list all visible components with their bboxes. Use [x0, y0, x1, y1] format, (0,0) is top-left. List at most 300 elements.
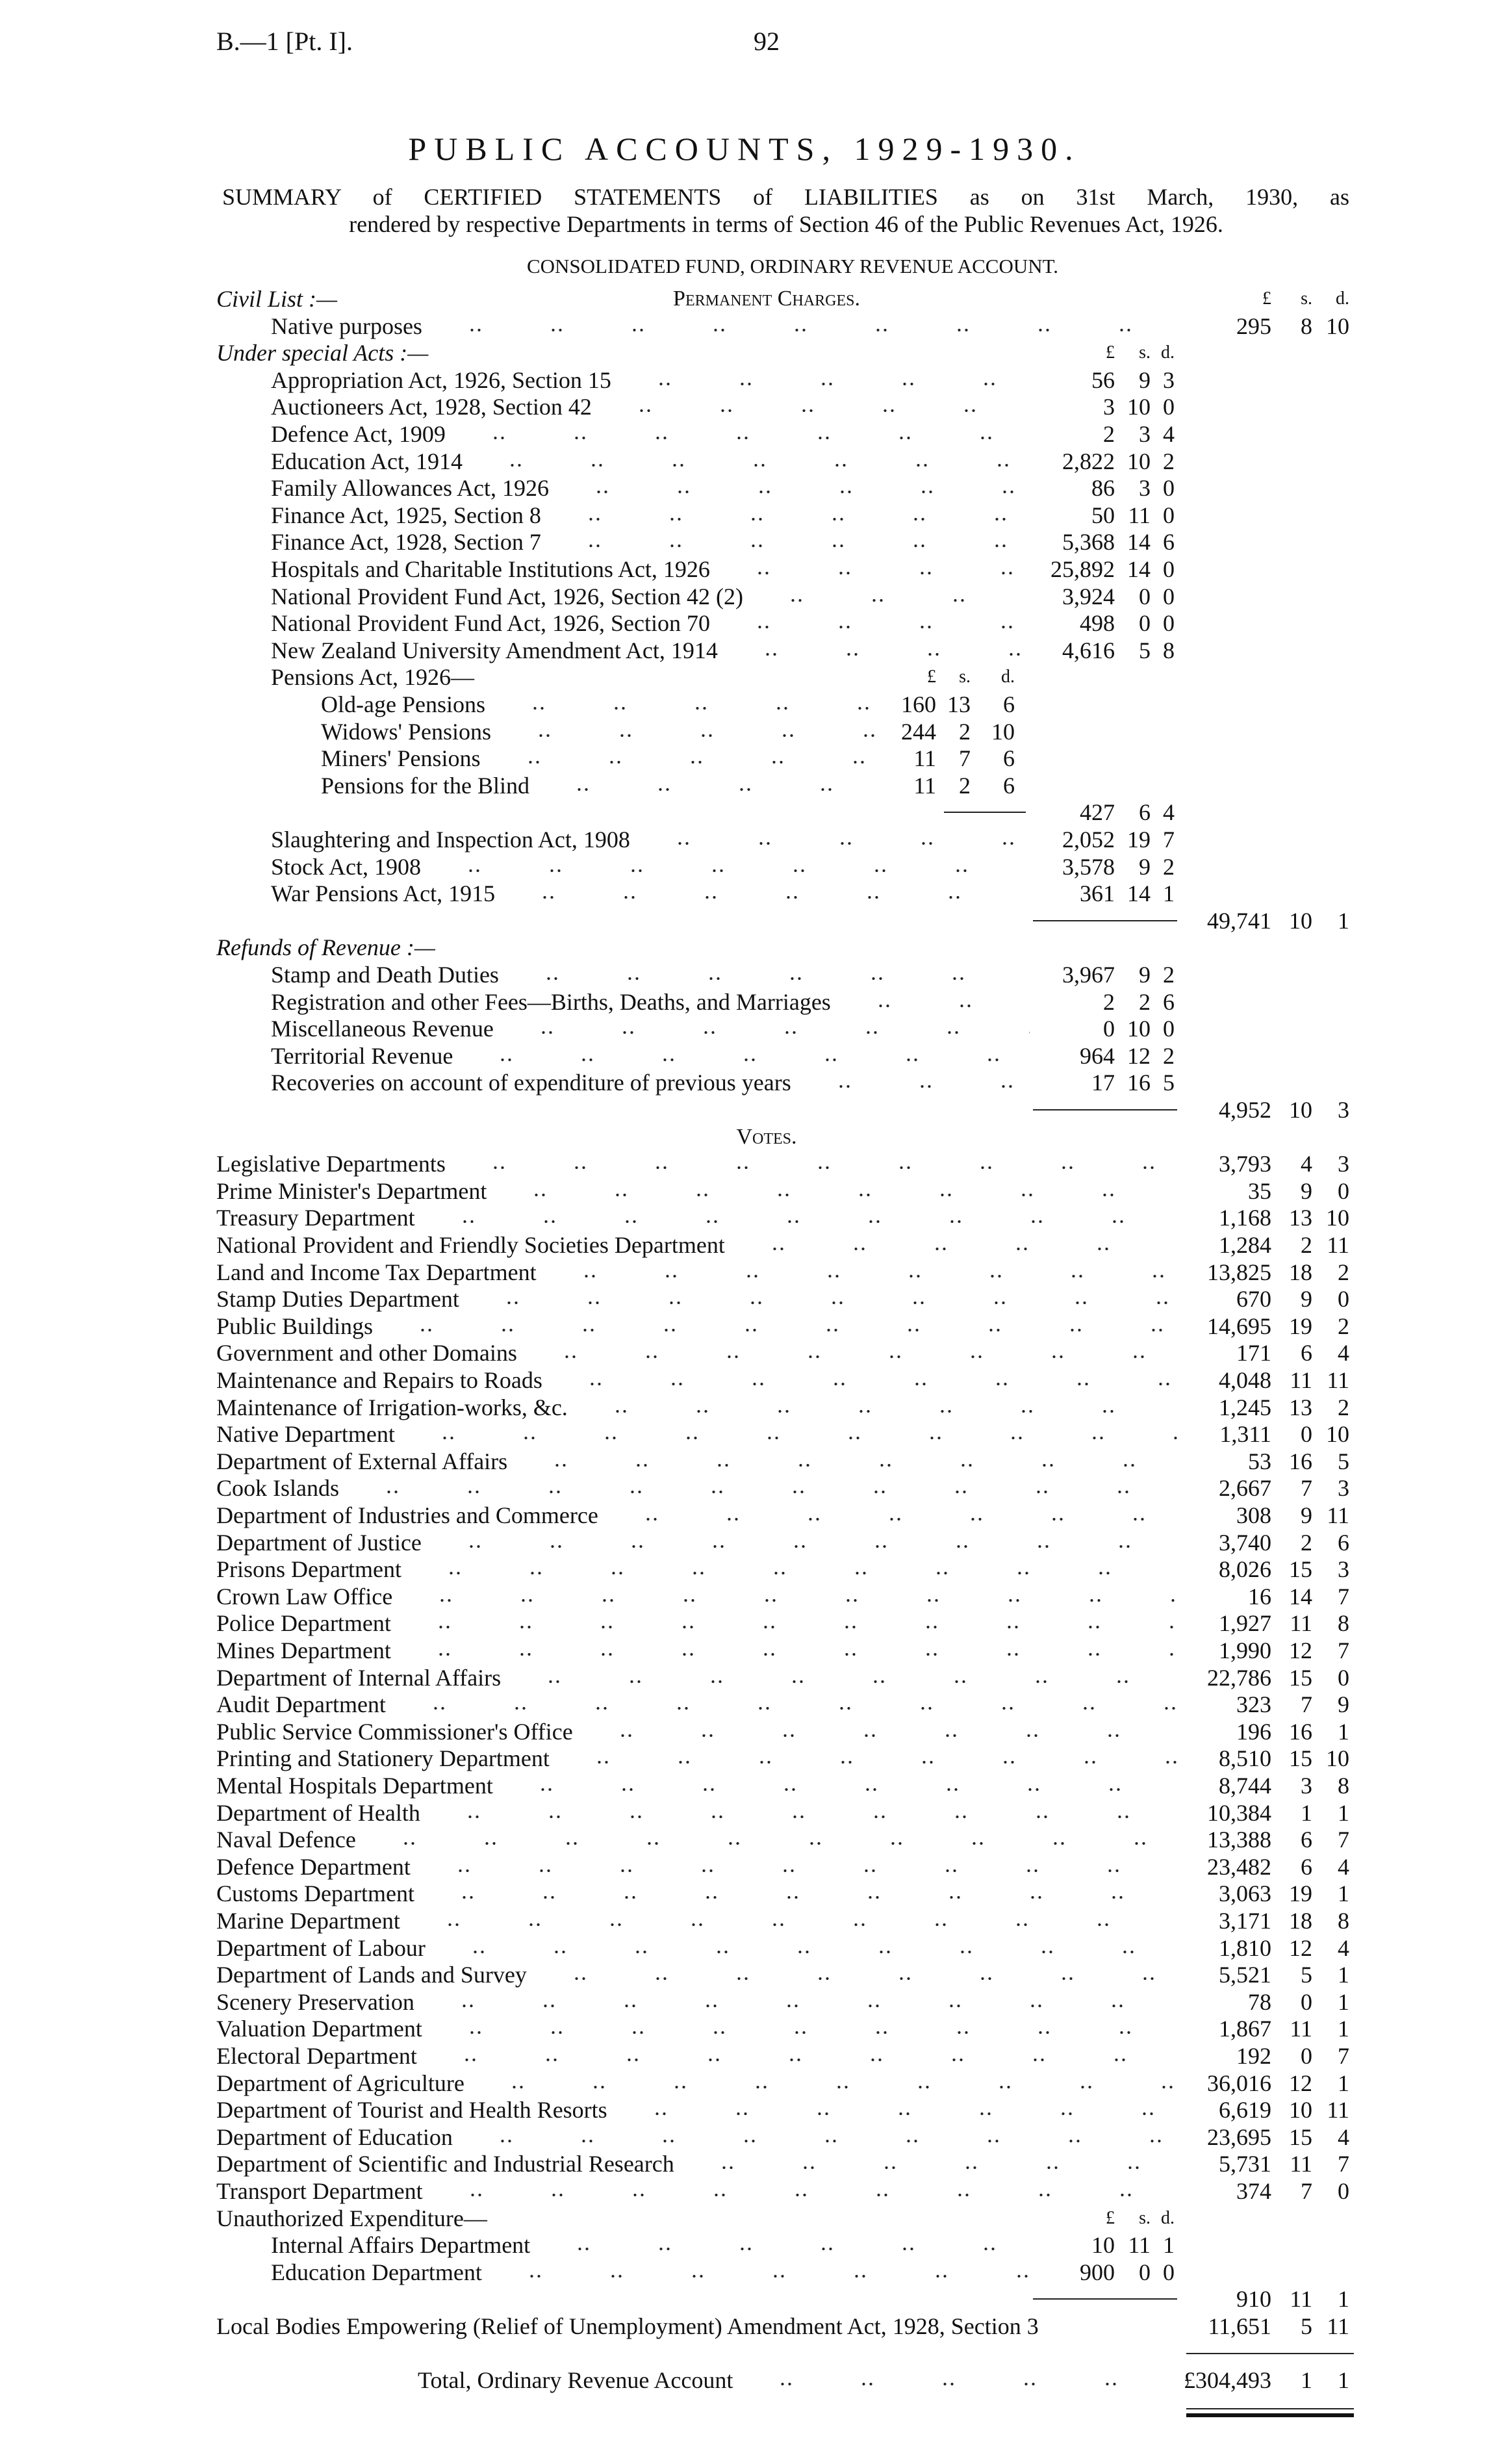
- amount-shillings: 16: [1289, 1718, 1312, 1745]
- subtotal-rule: [1033, 1109, 1177, 1110]
- column-header-shillings: s.: [959, 667, 971, 687]
- dot-leader: [382, 1313, 1177, 1340]
- amount-shillings: 11: [1290, 1610, 1312, 1637]
- row-label-group: [216, 2015, 1177, 2042]
- dot-leader: [526, 1339, 1177, 1367]
- amount-pounds: 3: [1103, 394, 1115, 420]
- amount-shillings: 3: [1301, 1773, 1312, 1799]
- amount-pounds: 171: [1236, 1340, 1271, 1367]
- amount-pounds: 10,384: [1207, 1799, 1271, 1826]
- subtotal-rule: [1033, 2298, 1177, 2300]
- table-row: [0, 610, 1489, 637]
- row-label-group: [216, 1529, 1177, 1556]
- dot-leader: [409, 1907, 1177, 1934]
- dot-leader: [435, 1934, 1177, 1962]
- amount-pounds: 1,927: [1219, 1610, 1271, 1637]
- dot-leader: [430, 853, 1030, 880]
- amount-shillings: 15: [1289, 2124, 1312, 2150]
- row-label: Valuation Department: [216, 2016, 422, 2042]
- amount-pence: 11: [1327, 2097, 1349, 2124]
- row-label: Recoveries on account of expenditure of previous years: [271, 1070, 791, 1096]
- column-header-pence: d.: [1161, 342, 1175, 363]
- row-label: Department of Lands and Survey: [216, 1962, 527, 1988]
- table-row: [0, 1988, 1489, 2016]
- row-label-group: [216, 1204, 1177, 1231]
- amount-pounds: 3,740: [1219, 1529, 1271, 1556]
- amount-shillings: 1: [1301, 2367, 1312, 2394]
- amount-pence: 0: [1163, 394, 1175, 420]
- amount-pounds: 670: [1236, 1286, 1271, 1313]
- row-label: Government and other Domains: [216, 1340, 517, 1367]
- row-label: National Provident Fund Act, 1926, Section 42 (2): [271, 583, 743, 610]
- amount-shillings: 1: [1301, 1799, 1312, 1826]
- row-label: Crown Law Office: [216, 1583, 393, 1610]
- table-row: [0, 1069, 1489, 1096]
- total-label: Total, Ordinary Revenue Account: [418, 2367, 733, 2394]
- row-label-group: [321, 745, 884, 772]
- dot-leader: [401, 1583, 1177, 1610]
- row-label-group: [216, 2096, 1177, 2124]
- amount-pence: 7: [1338, 1583, 1349, 1610]
- amount-pence: 7: [1163, 827, 1175, 853]
- row-label: Prisons Department: [216, 1556, 401, 1583]
- amount-pence: 10: [1326, 1745, 1349, 1772]
- table-row: [0, 745, 1489, 772]
- row-label: Defence Act, 1909: [271, 421, 446, 447]
- amount-pounds: 16: [1248, 1583, 1271, 1610]
- dot-leader: [474, 2070, 1177, 2097]
- document-reference: B.—1 [Pt. I].: [216, 27, 353, 56]
- dot-leader: [558, 474, 1030, 502]
- row-label-group: [216, 1313, 1177, 1340]
- row-label-group: [216, 1772, 1177, 1799]
- row-label-group: [216, 1907, 1177, 1934]
- row-label-group: [271, 2231, 1030, 2259]
- amount-shillings: 11: [1290, 2016, 1312, 2042]
- table-row: [0, 1420, 1489, 1448]
- amount-pounds: 11: [913, 745, 936, 772]
- amount-pounds: 11: [913, 772, 936, 799]
- amount-shillings: 7: [1301, 1691, 1312, 1718]
- row-label-group: [216, 1610, 1177, 1637]
- row-label: Department of Industries and Commerce: [216, 1502, 598, 1528]
- table-row: [0, 772, 1489, 799]
- row-label: Audit Department: [216, 1691, 386, 1718]
- amount-pence: 4: [1338, 1340, 1349, 1367]
- table-row: [0, 1015, 1489, 1042]
- amount-pounds: 160: [901, 691, 936, 717]
- amount-pounds: 10: [1091, 2232, 1115, 2259]
- total-double-rule-thick: [1186, 2413, 1354, 2417]
- row-label-group: [216, 1259, 1177, 1286]
- column-header-pence: d.: [1336, 289, 1349, 309]
- amount-pence: 1: [1338, 1988, 1349, 2015]
- amount-shillings: 10: [1289, 907, 1312, 934]
- dot-leader: [472, 448, 1030, 475]
- row-label: Territorial Revenue: [271, 1042, 453, 1069]
- row-label-group: [321, 718, 884, 745]
- table-row: [0, 1745, 1489, 1772]
- amount-pounds: £304,493: [1184, 2367, 1271, 2394]
- row-label-group: [216, 1448, 1177, 1475]
- dot-leader: [516, 1448, 1177, 1475]
- row-label-group: [321, 691, 884, 718]
- table-row: [0, 1637, 1489, 1664]
- dot-leader: [683, 2150, 1177, 2177]
- amount-pence: 6: [1163, 988, 1175, 1015]
- row-label-group: [271, 420, 1030, 448]
- amount-shillings: 16: [1289, 1448, 1312, 1474]
- amount-pence: 8: [1163, 637, 1175, 663]
- table-row: [0, 1610, 1489, 1637]
- amount-pence: 1: [1163, 2232, 1175, 2259]
- table-row: [0, 2015, 1489, 2042]
- table-row: [0, 1691, 1489, 1718]
- row-label-group: [216, 2042, 1177, 2070]
- amount-shillings: 19: [1289, 1313, 1312, 1339]
- amount-pence: 0: [1163, 1016, 1175, 1042]
- dot-leader: [742, 2367, 1177, 2394]
- row-label-group: [216, 1231, 1177, 1259]
- column-header-pence: d.: [1161, 2207, 1175, 2228]
- table-row: [0, 2096, 1489, 2124]
- table-row: [0, 2285, 1489, 2313]
- amount-pence: 2: [1163, 448, 1175, 474]
- amount-pounds: 1,810: [1219, 1934, 1271, 1961]
- amount-shillings: 8: [1301, 313, 1312, 339]
- amount-pence: 1: [1338, 1799, 1349, 1826]
- row-label: Miners' Pensions: [321, 745, 481, 772]
- row-label: Stamp and Death Duties: [271, 962, 499, 988]
- row-label: Public Service Commissioner's Office: [216, 1718, 573, 1745]
- row-label-group: [216, 2150, 1177, 2177]
- dot-leader: [504, 880, 1030, 907]
- amount-pence: 4: [1163, 799, 1175, 826]
- dot-leader: [539, 772, 884, 799]
- row-label-group: [216, 1664, 1177, 1691]
- row-label: Department of Health: [216, 1799, 420, 1826]
- amount-pounds: 2,667: [1219, 1475, 1271, 1502]
- amount-shillings: 10: [1127, 394, 1151, 420]
- row-label-group: [271, 474, 1030, 502]
- amount-pounds: 2,822: [1062, 448, 1115, 474]
- row-label-group: [271, 556, 1030, 583]
- amount-pounds: 23,482: [1207, 1853, 1271, 1880]
- table-row: [0, 663, 1489, 691]
- row-label: Registration and other Fees—Births, Deaths, and Marriages: [271, 988, 831, 1015]
- amount-pence: 1: [1338, 1718, 1349, 1745]
- row-label: Widows' Pensions: [321, 718, 492, 745]
- dot-leader: [550, 528, 1030, 556]
- row-label-group: [271, 663, 474, 691]
- amount-pence: 10: [1326, 1205, 1349, 1231]
- dot-leader: [404, 1420, 1177, 1448]
- amount-pence: 1: [1338, 1962, 1349, 1988]
- amount-pounds: 6,619: [1219, 2097, 1271, 2124]
- amount-pence: 4: [1163, 421, 1175, 447]
- amount-pounds: 4,952: [1219, 1097, 1271, 1123]
- amount-pence: 0: [1163, 502, 1175, 528]
- row-label: Defence Department: [216, 1853, 411, 1880]
- table-row: [0, 826, 1489, 853]
- amount-pounds: 308: [1236, 1502, 1271, 1528]
- amount-pounds: 2,052: [1062, 827, 1115, 853]
- row-label-group: [216, 1474, 1177, 1502]
- table-row: [0, 1150, 1489, 1177]
- amount-shillings: 3: [1139, 475, 1151, 502]
- table-row: [0, 799, 1489, 826]
- amount-shillings: 11: [1290, 1367, 1312, 1393]
- row-label: Stamp Duties Department: [216, 1286, 459, 1313]
- amount-shillings: 10: [1127, 448, 1151, 474]
- amount-pounds: 23,695: [1207, 2124, 1271, 2150]
- amount-pounds: 3,171: [1219, 1908, 1271, 1934]
- table-row: [0, 2367, 1489, 2394]
- amount-shillings: 9: [1139, 853, 1151, 880]
- row-label-group: [271, 1042, 1030, 1070]
- amount-pence: 8: [1338, 1908, 1349, 1934]
- amount-pounds: 11,651: [1208, 2313, 1271, 2339]
- dot-leader: [496, 1177, 1177, 1205]
- summary-line-1: SUMMARY of CERTIFIED STATEMENTS of LIABILITIES as on 31st March, 1930, as: [222, 184, 1349, 210]
- row-label-group: [216, 1718, 1177, 1745]
- row-label-group: [216, 2070, 1177, 2097]
- row-label: Prime Minister's Department: [216, 1177, 487, 1204]
- amount-pounds: 1,311: [1219, 1421, 1271, 1448]
- amount-pence: 6: [1338, 1529, 1349, 1556]
- amount-pence: 0: [1163, 2259, 1175, 2285]
- column-header-pounds: £: [1262, 289, 1271, 309]
- row-label: Old-age Pensions: [321, 691, 485, 717]
- amount-pence: 3: [1338, 1097, 1349, 1123]
- dot-leader: [550, 502, 1030, 529]
- row-label: Department of Agriculture: [216, 2070, 465, 2096]
- dot-leader: [429, 1799, 1177, 1827]
- row-label-group: [271, 583, 1030, 610]
- amount-pounds: 14,695: [1207, 1313, 1271, 1339]
- row-label-group: [216, 1502, 1177, 1529]
- table-row: [0, 1502, 1489, 1529]
- dot-leader: [800, 1069, 1030, 1096]
- row-label-group: [216, 285, 337, 313]
- dot-leader: [539, 2231, 1030, 2259]
- amount-shillings: 18: [1289, 1259, 1312, 1285]
- amount-pence: 1: [1338, 2367, 1349, 2394]
- amount-shillings: 9: [1301, 1177, 1312, 1204]
- table-row: [0, 961, 1489, 988]
- table-row: [0, 1799, 1489, 1827]
- amount-shillings: 12: [1289, 1637, 1312, 1663]
- amount-pence: 1: [1338, 2070, 1349, 2096]
- amount-pounds: 3,924: [1062, 583, 1115, 610]
- amount-pounds: 427: [1080, 799, 1115, 826]
- table-row: [0, 1259, 1489, 1286]
- amount-shillings: 9: [1301, 1502, 1312, 1528]
- amount-pounds: 8,510: [1219, 1745, 1271, 1772]
- dot-leader: [400, 1610, 1177, 1637]
- amount-pence: 0: [1338, 1177, 1349, 1204]
- amount-pence: 4: [1338, 2124, 1349, 2150]
- row-label: Native Department: [216, 1421, 395, 1448]
- dot-leader: [546, 1259, 1177, 1286]
- row-label: Public Buildings: [216, 1313, 374, 1339]
- row-label-group: [216, 1934, 1177, 1962]
- table-row: [0, 285, 1489, 313]
- row-label-group: [216, 2177, 1177, 2205]
- amount-shillings: 6: [1301, 1853, 1312, 1880]
- column-header-pence: d.: [1001, 667, 1015, 687]
- amount-shillings: 5: [1139, 637, 1151, 663]
- amount-pence: 5: [1338, 1448, 1349, 1474]
- section-heading: Permanent Charges.: [673, 287, 860, 311]
- amount-pence: 0: [1338, 1286, 1349, 1313]
- dot-leader: [840, 988, 1030, 1016]
- table-row: [0, 1123, 1489, 1151]
- amount-shillings: 12: [1127, 1042, 1151, 1069]
- table-row: [0, 1474, 1489, 1502]
- dot-leader: [432, 2177, 1177, 2205]
- row-label: Native purposes: [271, 313, 422, 339]
- row-label: Auctioneers Act, 1928, Section 42: [271, 394, 592, 420]
- amount-pounds: 8,744: [1219, 1773, 1271, 1799]
- table-row: [0, 528, 1489, 556]
- table-row: [0, 1367, 1489, 1394]
- dot-leader: [462, 2124, 1177, 2151]
- section-heading: Votes.: [736, 1124, 797, 1149]
- row-label: Under special Acts :—: [216, 340, 429, 366]
- amount-pounds: 1,867: [1219, 2016, 1271, 2042]
- dot-leader: [431, 2015, 1177, 2042]
- row-label-group: [216, 1583, 1177, 1610]
- row-label: Treasury Department: [216, 1205, 415, 1231]
- amount-pounds: 1,168: [1219, 1205, 1271, 1231]
- amount-pounds: 910: [1236, 2286, 1271, 2313]
- amount-pounds: 964: [1080, 1042, 1115, 1069]
- amount-pence: 6: [1003, 772, 1015, 799]
- amount-pence: 0: [1338, 1664, 1349, 1691]
- amount-shillings: 2: [959, 772, 971, 799]
- amount-pounds: 4,048: [1219, 1367, 1271, 1393]
- table-row: [0, 1096, 1489, 1123]
- amount-shillings: 18: [1289, 1908, 1312, 1934]
- amount-shillings: 10: [1289, 2097, 1312, 2124]
- amount-shillings: 0: [1139, 2259, 1151, 2285]
- dot-leader: [503, 1015, 1030, 1042]
- table-row: [0, 2340, 1489, 2367]
- amount-shillings: 5: [1301, 2313, 1312, 2339]
- amount-shillings: 9: [1139, 366, 1151, 393]
- row-label-group: [271, 853, 1030, 880]
- column-header-shillings: s.: [1139, 2207, 1151, 2228]
- row-label: Land and Income Tax Department: [216, 1259, 537, 1285]
- amount-pounds: 2: [1103, 421, 1115, 447]
- amount-pounds: 86: [1091, 475, 1115, 502]
- amount-pence: 0: [1163, 475, 1175, 502]
- table-row: [0, 448, 1489, 475]
- table-row: [0, 691, 1489, 718]
- amount-pounds: 13,388: [1207, 1827, 1271, 1853]
- amount-pence: 1: [1338, 1880, 1349, 1907]
- page-number: 92: [754, 27, 780, 56]
- amount-pounds: 53: [1248, 1448, 1271, 1474]
- row-label: Pensions for the Blind: [321, 772, 529, 799]
- row-label: Refunds of Revenue :—: [216, 934, 435, 961]
- amount-shillings: 4: [1301, 1151, 1312, 1177]
- amount-pounds: 0: [1103, 1016, 1115, 1042]
- table-row: [0, 2259, 1489, 2286]
- row-label: Education Act, 1914: [271, 448, 463, 474]
- table-row: [0, 2177, 1489, 2205]
- dot-leader: [502, 1772, 1177, 1799]
- table-row: [0, 1718, 1489, 1745]
- row-label: Printing and Stationery Department: [216, 1745, 550, 1772]
- row-label-group: [271, 2259, 1030, 2286]
- amount-shillings: 7: [1301, 2178, 1312, 2204]
- amount-pence: 7: [1338, 2043, 1349, 2069]
- amount-pence: 3: [1338, 1556, 1349, 1583]
- row-label: Stock Act, 1908: [271, 853, 421, 880]
- column-header-pounds: £: [1106, 2207, 1115, 2228]
- table-row: [0, 2313, 1489, 2340]
- table-row: [0, 718, 1489, 745]
- row-label: Miscellaneous Revenue: [271, 1016, 494, 1042]
- row-label-group: [271, 313, 1177, 340]
- amount-pence: 8: [1338, 1610, 1349, 1637]
- amount-pounds: 498: [1080, 610, 1115, 637]
- amount-pounds: 244: [901, 718, 936, 745]
- amount-pence: 11: [1327, 1367, 1349, 1393]
- amount-pence: 7: [1338, 2151, 1349, 2177]
- amount-shillings: 12: [1289, 2070, 1312, 2096]
- table-row: [0, 853, 1489, 880]
- page-title: PUBLIC ACCOUNTS, 1929-1930.: [408, 131, 1081, 167]
- dot-leader: [536, 1961, 1177, 1988]
- amount-pence: 4: [1338, 1934, 1349, 1961]
- amount-pence: 2: [1338, 1313, 1349, 1339]
- table-row: [0, 907, 1489, 934]
- row-label: Slaughtering and Inspection Act, 1908: [271, 827, 630, 853]
- table-row: [0, 1853, 1489, 1880]
- table-row: [0, 934, 1489, 961]
- amount-shillings: 2: [959, 718, 971, 745]
- amount-pence: 11: [1327, 2313, 1349, 2339]
- amount-shillings: 11: [1128, 502, 1151, 528]
- table-row: [0, 988, 1489, 1016]
- amount-shillings: 9: [1139, 962, 1151, 988]
- dot-leader: [491, 2259, 1030, 2286]
- amount-shillings: 2: [1139, 988, 1151, 1015]
- dot-leader: [365, 1826, 1177, 1853]
- row-label: Maintenance of Irrigation-works, &c.: [216, 1394, 568, 1420]
- amount-pounds: 1,990: [1219, 1637, 1271, 1663]
- dot-leader: [455, 1150, 1177, 1177]
- amount-pounds: 5,368: [1062, 529, 1115, 556]
- row-label-group: [271, 366, 1030, 394]
- row-label-group: [216, 1150, 1177, 1177]
- table-row: [0, 1826, 1489, 1853]
- row-label: Department of Justice: [216, 1529, 422, 1556]
- row-label-group: [271, 988, 1030, 1016]
- table-row: [0, 2205, 1489, 2232]
- amount-pounds: 78: [1248, 1988, 1271, 2015]
- row-label: Customs Department: [216, 1880, 414, 1907]
- table-row: [0, 2070, 1489, 2097]
- dot-leader: [617, 2096, 1177, 2124]
- dot-leader: [424, 1988, 1177, 2016]
- amount-pounds: 374: [1236, 2178, 1271, 2204]
- amount-pence: 6: [1003, 691, 1015, 717]
- dot-leader: [420, 1853, 1177, 1880]
